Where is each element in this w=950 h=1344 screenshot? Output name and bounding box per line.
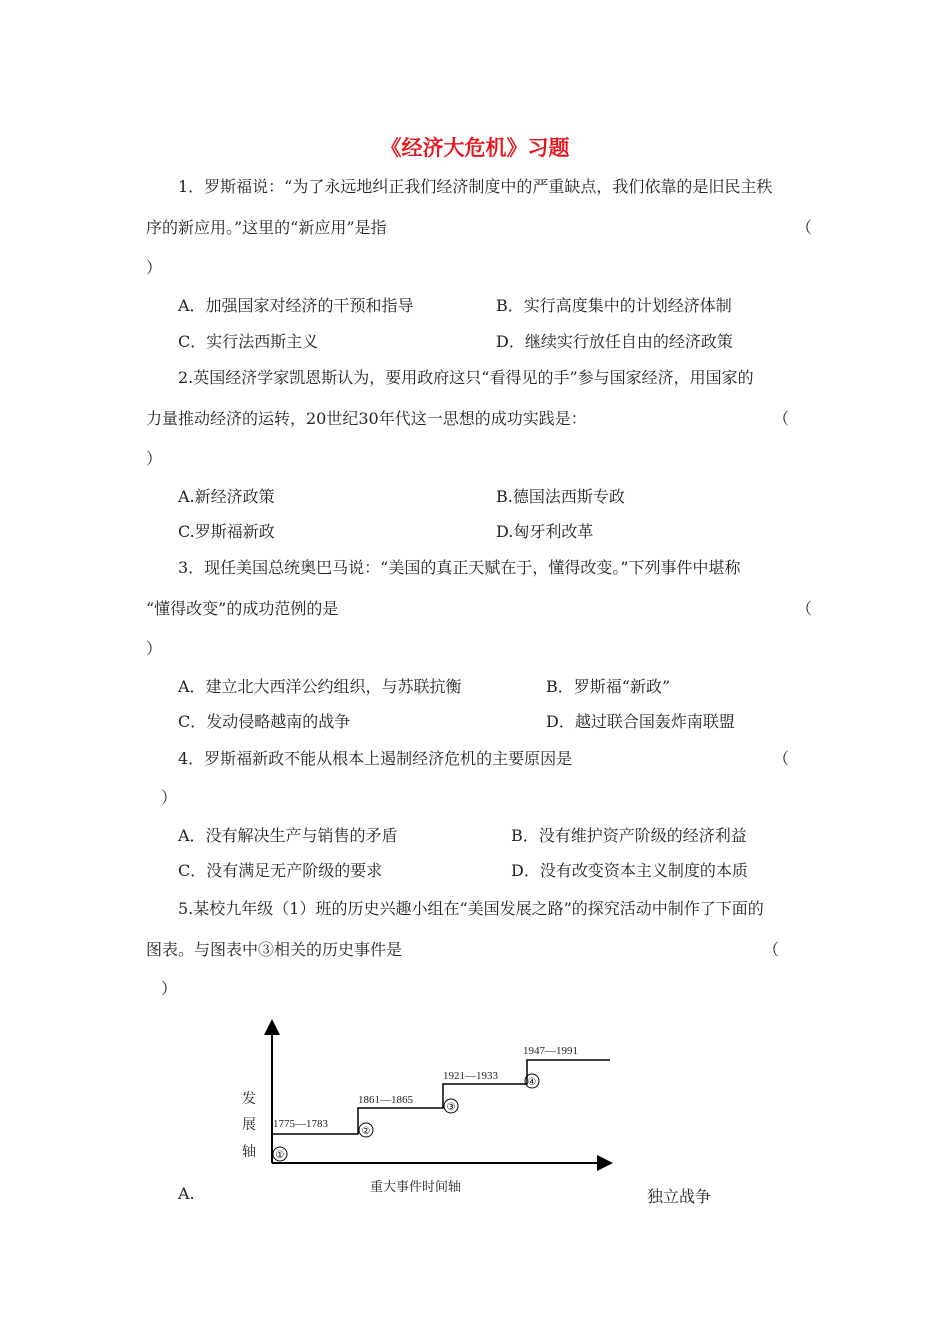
marker-3-label: ③	[446, 1102, 456, 1113]
q1-option-b: B．实行高度集中的计划经济体制	[496, 296, 732, 315]
q2-answer-paren-open: （	[773, 409, 790, 428]
q4-option-c: C．没有满足无产阶级的要求	[178, 861, 383, 880]
q4-option-a: A．没有解决生产与销售的矛盾	[178, 826, 398, 845]
q3-option-d: D．越过联合国轰炸南联盟	[546, 712, 735, 731]
y-axis-label-char-2: 展	[242, 1117, 256, 1133]
page-title: 《经济大危机》习题	[380, 136, 570, 160]
q4-answer-paren-close: ）	[161, 788, 178, 807]
x-axis-label: 重大事件时间轴	[370, 1180, 462, 1195]
q2-stem-line1: 2.英国经济学家凯恩斯认为，要用政府这只“看得见的手”参与国家经济，用国家的	[178, 368, 754, 387]
q1-answer-paren-close: ）	[146, 258, 163, 277]
q2-answer-paren-close: ）	[146, 449, 163, 468]
q5-option-a-text: 独立战争	[647, 1187, 712, 1206]
q3-answer-paren-open: （	[796, 599, 813, 618]
marker-4-label: ④	[527, 1077, 537, 1088]
period-label-4: 1947—1991	[523, 1045, 578, 1057]
q3-answer-paren-close: ）	[146, 639, 163, 658]
q5-answer-paren-close: ）	[161, 979, 178, 998]
q3-stem-line1: 3．现任美国总统奥巴马说：“美国的真正天赋在于，懂得改变。”下列事件中堪称	[178, 558, 741, 577]
q1-answer-paren-open: （	[796, 218, 813, 237]
q1-option-c: C．实行法西斯主义	[178, 332, 319, 351]
q4-stem-line1: 4．罗斯福新政不能从根本上遏制经济危机的主要原因是	[178, 749, 573, 768]
development-timeline-diagram	[230, 1015, 630, 1195]
q4-answer-paren-open: （	[773, 749, 790, 768]
q4-option-b: B．没有维护资产阶级的经济利益	[511, 826, 747, 845]
q3-option-c: C．发动侵略越南的战争	[178, 712, 351, 731]
q2-option-c: C.罗斯福新政	[178, 522, 275, 541]
marker-2-label: ②	[361, 1126, 371, 1137]
q1-stem-line2: 序的新应用。”这里的“新应用”是指	[146, 218, 387, 237]
period-label-1: 1775—1783	[273, 1118, 328, 1130]
q5-answer-paren-open: （	[763, 940, 780, 959]
period-label-2: 1861—1865	[358, 1094, 413, 1106]
marker-1-label: ①	[275, 1150, 285, 1161]
q3-option-a: A．建立北大西洋公约组织，与苏联抗衡	[178, 677, 462, 696]
q1-stem-line1: 1．罗斯福说：“为了永远地纠正我们经济制度中的严重缺点，我们依靠的是旧民主秩	[178, 177, 773, 196]
y-axis-label-char-1: 发	[242, 1091, 256, 1107]
q3-stem-line2: “懂得改变”的成功范例的是	[146, 599, 339, 618]
q1-option-d: D．继续实行放任自由的经济政策	[496, 332, 733, 351]
q2-option-d: D.匈牙利改革	[496, 522, 594, 541]
y-axis-label-char-3: 轴	[242, 1144, 256, 1160]
q2-option-a: A.新经济政策	[178, 487, 275, 506]
q4-option-d: D．没有改变资本主义制度的本质	[511, 861, 748, 880]
q1-option-a: A．加强国家对经济的干预和指导	[178, 296, 414, 315]
q2-stem-line2: 力量推动经济的运转，20世纪30年代这一思想的成功实践是：	[146, 409, 587, 428]
q3-option-b: B．罗斯福“新政”	[546, 677, 671, 696]
q2-option-b: B.德国法西斯专政	[496, 487, 625, 506]
timeline-diagram-graphics	[230, 1015, 630, 1195]
q5-option-a-label: A.	[178, 1184, 195, 1203]
q5-stem-line1: 5.某校九年级（1）班的历史兴趣小组在“美国发展之路”的探究活动中制作了下面的	[178, 899, 764, 918]
q5-stem-line2: 图表。与图表中③相关的历史事件是	[146, 940, 403, 959]
period-label-3: 1921—1933	[443, 1070, 498, 1082]
